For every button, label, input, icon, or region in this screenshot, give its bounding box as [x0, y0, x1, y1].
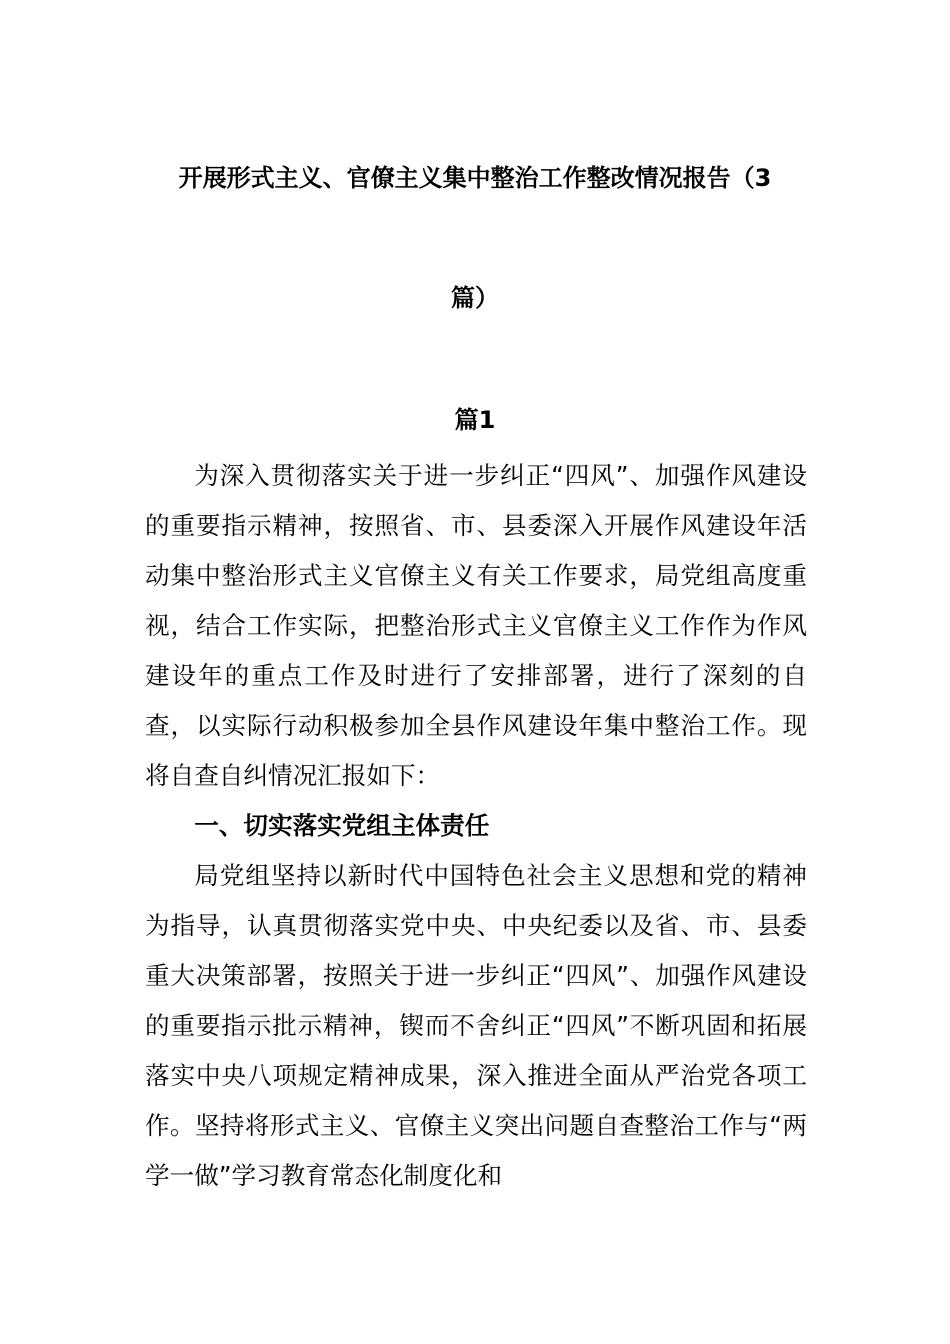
document-body	[145, 451, 807, 1201]
document-title-line-2: 篇）	[451, 284, 499, 312]
section-heading: 篇1	[454, 406, 496, 434]
subheading-party-responsibility: 一、切实落实党组主体责任	[194, 811, 490, 840]
document-title-line-1: 开展形式主义、官僚主义集中整治工作整改情况报告（3	[178, 164, 772, 192]
paragraph-party-responsibility: 局党组坚持以新时代中国特色社会主义思想和党的精神为指导，认真贯彻落实党中央、中央纪委以及省、市、县委重大决策部署，按照关于进一步纠正“四风”、加强作风建设的重要指示批示精神，锲而不舍纠正“四风”不断巩固和拓展落实中央八项规定精神成果，深入推进全面从严治党各项工作。坚持将形式主义、官僚主义突出问题自查整治工作与“两学一做”学习教育常态化制度化和	[145, 861, 807, 1190]
paragraph-intro: 为深入贯彻落实关于进一步纠正“四风”、加强作风建设的重要指示精神，按照省、市、县委深入开展作风建设年活动集中整治形式主义官僚主义有关工作要求，局党组高度重视，结合工作实际，把整治形式主义官僚主义工作作为作风建设年的重点工作及时进行了安排部署，进行了深刻的自查，以实际行动积极参加全县作风建设年集中整治工作。现将自查自纠情况汇报如下：	[145, 461, 807, 790]
